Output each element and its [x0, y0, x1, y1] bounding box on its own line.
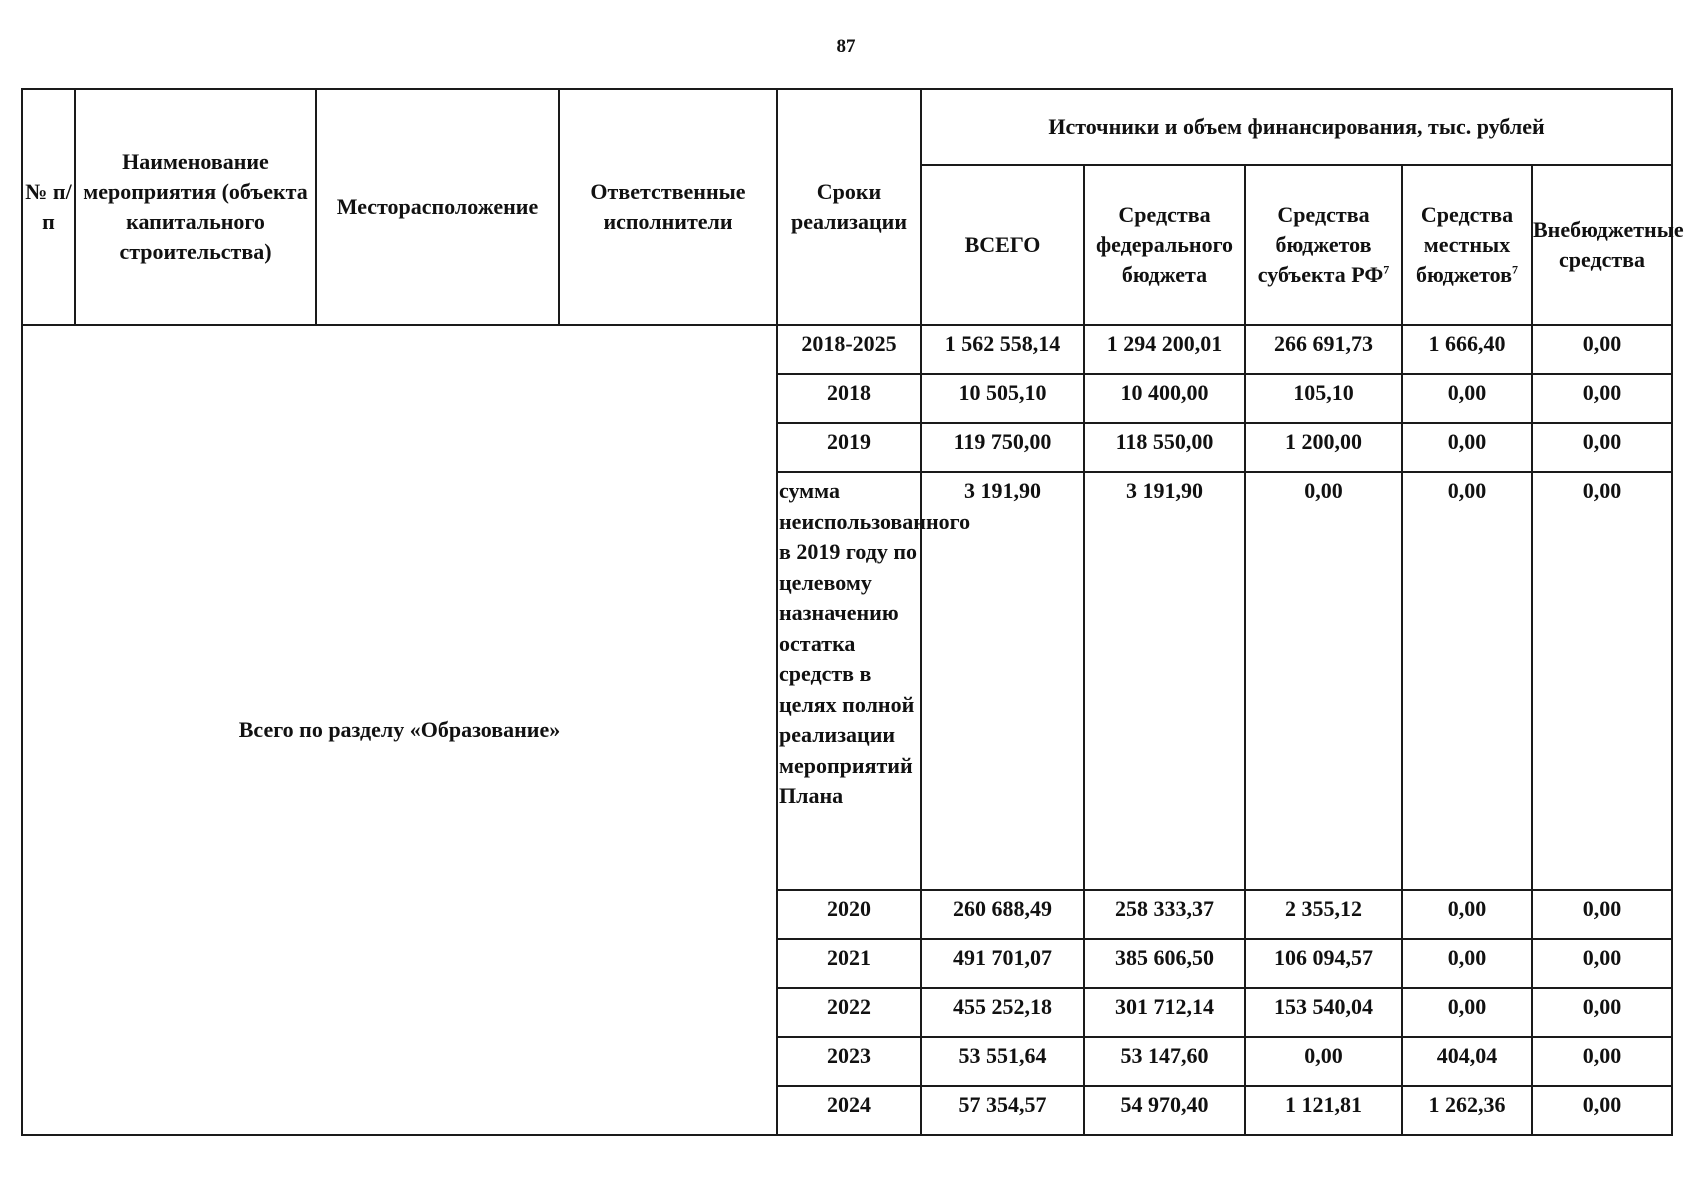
extrabudget-cell: 0,00	[1532, 1086, 1672, 1135]
local-cell: 1 262,36	[1402, 1086, 1532, 1135]
period-cell: 2022	[777, 988, 921, 1037]
local-cell: 1 666,40	[1402, 325, 1532, 374]
federal-cell: 3 191,90	[1084, 472, 1245, 890]
regional-cell: 266 691,73	[1245, 325, 1402, 374]
extrabudget-cell: 0,00	[1532, 890, 1672, 939]
header-extrabudget: Внебюджетные средства	[1532, 165, 1672, 325]
header-name: Наименование мероприятия (объекта капитального строительства)	[75, 89, 316, 325]
header-responsible: Ответственные исполнители	[559, 89, 777, 325]
header-local-footnote: 7	[1511, 262, 1518, 277]
regional-cell: 105,10	[1245, 374, 1402, 423]
extrabudget-cell: 0,00	[1532, 423, 1672, 472]
local-cell: 0,00	[1402, 423, 1532, 472]
section-total-label: Всего по разделу «Образование»	[22, 325, 777, 1135]
local-cell: 0,00	[1402, 472, 1532, 890]
regional-cell: 0,00	[1245, 1037, 1402, 1086]
extrabudget-cell: 0,00	[1532, 472, 1672, 890]
total-cell: 53 551,64	[921, 1037, 1084, 1086]
local-cell: 0,00	[1402, 988, 1532, 1037]
federal-cell: 118 550,00	[1084, 423, 1245, 472]
local-cell: 0,00	[1402, 890, 1532, 939]
period-cell: сумма неиспользованного в 2019 году по целевому назначению остатка средств в целях полной реализации мероприятий Плана	[777, 472, 921, 890]
period-cell: 2020	[777, 890, 921, 939]
period-cell: 2018	[777, 374, 921, 423]
federal-cell: 1 294 200,01	[1084, 325, 1245, 374]
extrabudget-cell: 0,00	[1532, 374, 1672, 423]
regional-cell: 1 200,00	[1245, 423, 1402, 472]
extrabudget-cell: 0,00	[1532, 939, 1672, 988]
period-cell: 2024	[777, 1086, 921, 1135]
period-cell: 2018-2025	[777, 325, 921, 374]
regional-cell: 2 355,12	[1245, 890, 1402, 939]
federal-cell: 301 712,14	[1084, 988, 1245, 1037]
local-cell: 404,04	[1402, 1037, 1532, 1086]
federal-cell: 53 147,60	[1084, 1037, 1245, 1086]
header-regional-footnote: 7	[1383, 262, 1390, 277]
total-cell: 491 701,07	[921, 939, 1084, 988]
federal-cell: 385 606,50	[1084, 939, 1245, 988]
header-sources-group: Источники и объем финансирования, тыс. рублей	[921, 89, 1672, 165]
header-federal: Средства федерального бюджета	[1084, 165, 1245, 325]
total-cell: 260 688,49	[921, 890, 1084, 939]
header-local	[1402, 165, 1532, 325]
total-cell: 10 505,10	[921, 374, 1084, 423]
header-regional-label: Средства бюджетов субъекта РФ	[1257, 202, 1384, 287]
regional-cell: 1 121,81	[1245, 1086, 1402, 1135]
extrabudget-cell: 0,00	[1532, 1037, 1672, 1086]
header-total: ВСЕГО	[921, 165, 1084, 325]
total-cell: 455 252,18	[921, 988, 1084, 1037]
page-number: 87	[836, 36, 856, 57]
federal-cell: 258 333,37	[1084, 890, 1245, 939]
regional-cell: 153 540,04	[1245, 988, 1402, 1037]
extrabudget-cell: 0,00	[1532, 325, 1672, 374]
regional-cell: 0,00	[1245, 472, 1402, 890]
total-cell: 119 750,00	[921, 423, 1084, 472]
total-cell: 1 562 558,14	[921, 325, 1084, 374]
period-cell: 2021	[777, 939, 921, 988]
header-local-label: Средства местных бюджетов	[1416, 202, 1514, 287]
header-location: Месторасположение	[316, 89, 559, 325]
period-cell: 2023	[777, 1037, 921, 1086]
financing-table	[21, 88, 1684, 1136]
period-cell: 2019	[777, 423, 921, 472]
table-row	[22, 325, 1672, 374]
header-period: Сроки реализации	[777, 89, 921, 325]
federal-cell: 10 400,00	[1084, 374, 1245, 423]
local-cell: 0,00	[1402, 939, 1532, 988]
total-cell: 3 191,90	[921, 472, 1084, 890]
federal-cell: 54 970,40	[1084, 1086, 1245, 1135]
header-num: № п/п	[22, 89, 75, 325]
total-cell: 57 354,57	[921, 1086, 1084, 1135]
extrabudget-cell: 0,00	[1532, 988, 1672, 1037]
local-cell: 0,00	[1402, 374, 1532, 423]
header-regional	[1245, 165, 1402, 325]
regional-cell: 106 094,57	[1245, 939, 1402, 988]
